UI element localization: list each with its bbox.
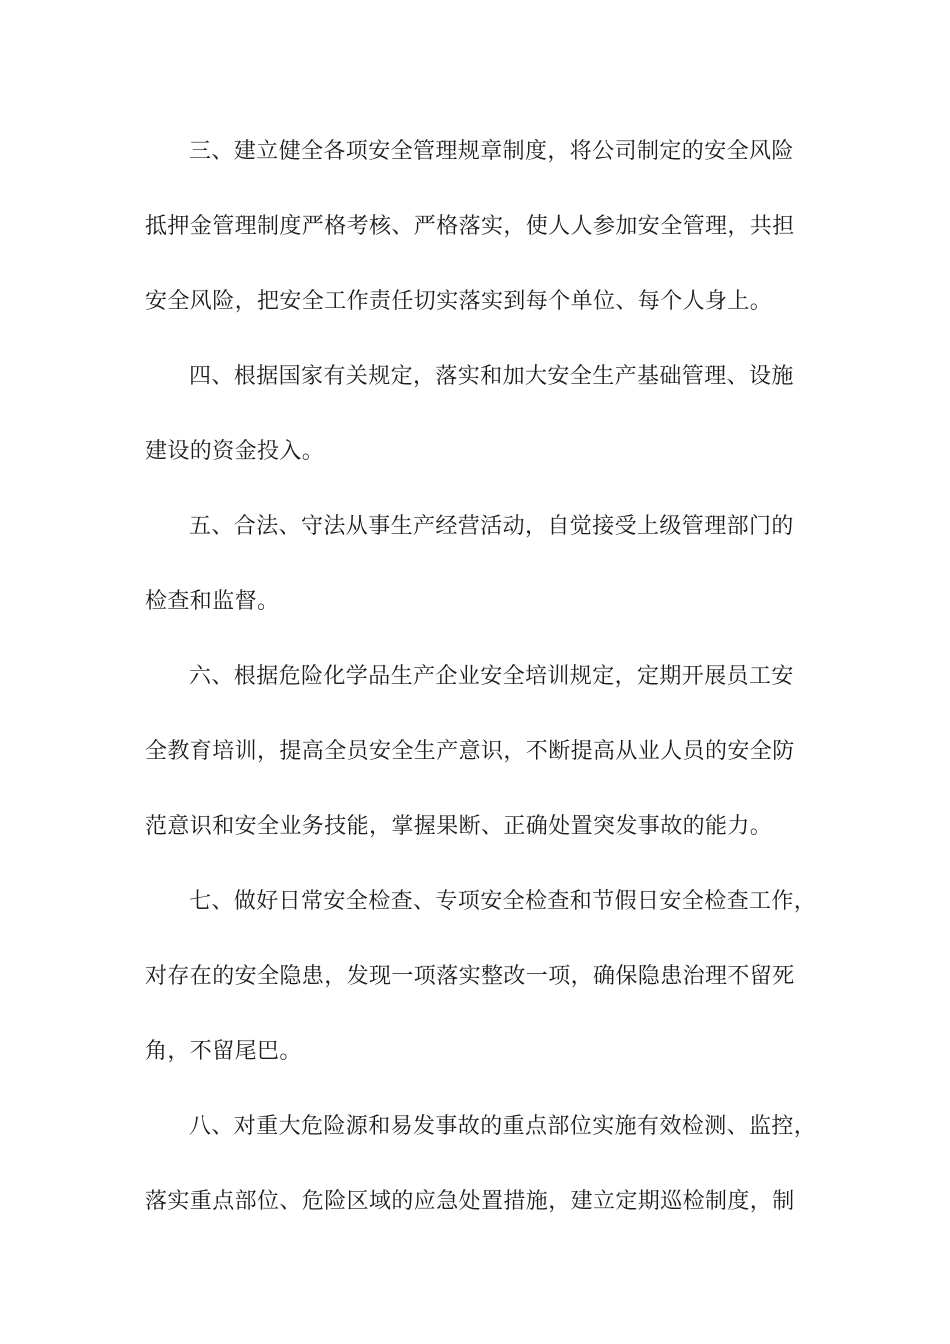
text-line: 抵押金管理制度严格考核、严格落实，使人人参加安全管理，共担 <box>145 214 795 239</box>
text-line: 建设的资金投入。 <box>145 439 325 464</box>
text-line: 四、根据国家有关规定，落实和加大安全生产基础管理、设施 <box>189 364 794 389</box>
text-line: 八、对重大危险源和易发事故的重点部位实施有效检测、监控， <box>189 1114 817 1139</box>
text-line: 安全风险，把安全工作责任切实落实到每个单位、每个人身上。 <box>145 289 773 314</box>
document-body <box>145 128 817 1253</box>
text-line: 落实重点部位、危险区域的应急处置措施，建立定期巡检制度，制 <box>145 1189 795 1214</box>
text-line: 七、做好日常安全检查、专项安全检查和节假日安全检查工作， <box>189 889 817 914</box>
text-line: 三、建立健全各项安全管理规章制度，将公司制定的安全风险 <box>189 139 794 164</box>
text-line: 范意识和安全业务技能，掌握果断、正确处置突发事故的能力。 <box>145 814 773 839</box>
text-line: 对存在的安全隐患，发现一项落实整改一项，确保隐患治理不留死 <box>145 964 795 989</box>
text-line: 六、根据危险化学品生产企业安全培训规定，定期开展员工安 <box>189 664 794 689</box>
text-line: 五、合法、守法从事生产经营活动，自觉接受上级管理部门的 <box>189 514 794 539</box>
text-line: 检查和监督。 <box>145 589 280 614</box>
text-line: 全教育培训，提高全员安全生产意识，不断提高从业人员的安全防 <box>145 739 795 764</box>
text-line: 角，不留尾巴。 <box>145 1039 302 1064</box>
